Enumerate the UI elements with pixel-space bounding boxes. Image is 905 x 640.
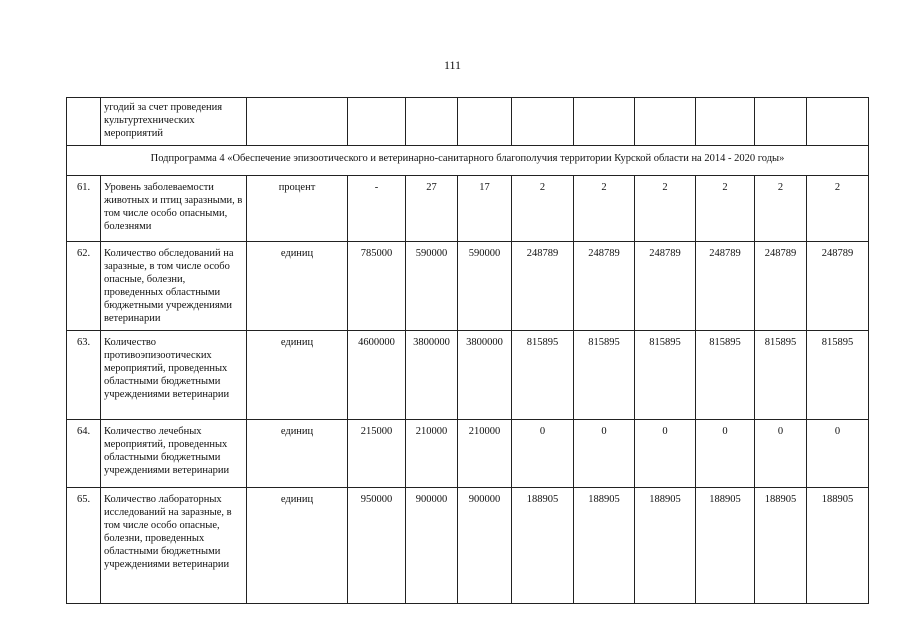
indicator-name-cell: Количество лабораторных исследований на заразные, в том числе особо опасные, болезни, проведенных областными бюджетными учреждениями ветеринарии xyxy=(101,488,247,604)
unit-cell: единиц xyxy=(247,420,348,488)
subprogram-title: Подпрограмма 4 «Обеспечение эпизоотического и ветеринарно-санитарного благополучия территории Курской области на 2014 - 2020 годы» xyxy=(67,146,869,176)
value-cell: 2 xyxy=(696,176,755,242)
value-cell xyxy=(755,98,807,146)
indicator-name-cell: Количество обследований на заразные, в том числе особо опасные, болезни, проведенных областными бюджетными учреждениями ветеринарии xyxy=(101,242,247,331)
value-cell: 785000 xyxy=(348,242,406,331)
value-cell: 188905 xyxy=(635,488,696,604)
value-cell: 27 xyxy=(406,176,458,242)
value-cell: 210000 xyxy=(406,420,458,488)
value-cell: 17 xyxy=(458,176,512,242)
value-cell: 248789 xyxy=(512,242,574,331)
value-cell: 0 xyxy=(635,420,696,488)
value-cell: 815895 xyxy=(512,331,574,420)
value-cell xyxy=(574,98,635,146)
value-cell: 815895 xyxy=(696,331,755,420)
row-number-cell xyxy=(67,98,101,146)
row-number-cell: 61. xyxy=(67,176,101,242)
value-cell: 3800000 xyxy=(406,331,458,420)
unit-cell: процент xyxy=(247,176,348,242)
value-cell: 0 xyxy=(512,420,574,488)
table-row xyxy=(67,331,869,420)
value-cell xyxy=(807,98,869,146)
unit-cell xyxy=(247,98,348,146)
value-cell: 188905 xyxy=(696,488,755,604)
value-cell xyxy=(458,98,512,146)
value-cell: 248789 xyxy=(696,242,755,331)
value-cell: 248789 xyxy=(755,242,807,331)
unit-cell: единиц xyxy=(247,331,348,420)
page-number: 111 xyxy=(443,58,462,72)
value-cell xyxy=(512,98,574,146)
value-cell: 2 xyxy=(755,176,807,242)
value-cell: 815895 xyxy=(807,331,869,420)
table-row xyxy=(67,242,869,331)
value-cell: 2 xyxy=(574,176,635,242)
indicator-name-cell: угодий за счет проведения культуртехнических мероприятий xyxy=(101,98,247,146)
value-cell: 3800000 xyxy=(458,331,512,420)
value-cell: 900000 xyxy=(458,488,512,604)
value-cell xyxy=(635,98,696,146)
value-cell xyxy=(348,98,406,146)
value-cell: 4600000 xyxy=(348,331,406,420)
value-cell: 815895 xyxy=(635,331,696,420)
unit-cell: единиц xyxy=(247,242,348,331)
value-cell: 590000 xyxy=(458,242,512,331)
value-cell: 2 xyxy=(807,176,869,242)
value-cell: 210000 xyxy=(458,420,512,488)
value-cell: 900000 xyxy=(406,488,458,604)
indicator-name-cell: Количество лечебных мероприятий, проведенных областными бюджетными учреждениями ветеринарии xyxy=(101,420,247,488)
value-cell: 188905 xyxy=(807,488,869,604)
table-row xyxy=(67,488,869,604)
value-cell: 2 xyxy=(635,176,696,242)
row-number-cell: 63. xyxy=(67,331,101,420)
indicator-name-cell: Уровень заболеваемости животных и птиц заразными, в том числе особо опасными, болезнями xyxy=(101,176,247,242)
value-cell: 0 xyxy=(574,420,635,488)
value-cell xyxy=(696,98,755,146)
value-cell: 2 xyxy=(512,176,574,242)
value-cell xyxy=(406,98,458,146)
value-cell: 815895 xyxy=(755,331,807,420)
value-cell: 248789 xyxy=(574,242,635,331)
value-cell: 590000 xyxy=(406,242,458,331)
table-row xyxy=(67,176,869,242)
unit-cell: единиц xyxy=(247,488,348,604)
value-cell: 248789 xyxy=(635,242,696,331)
value-cell: 0 xyxy=(807,420,869,488)
value-cell: 815895 xyxy=(574,331,635,420)
value-cell: 188905 xyxy=(755,488,807,604)
table-row xyxy=(67,98,869,146)
value-cell: 0 xyxy=(755,420,807,488)
indicator-name-cell: Количество противоэпизоотических мероприятий, проведенных областными бюджетными учреждениями ветеринарии xyxy=(101,331,247,420)
row-number-cell: 65. xyxy=(67,488,101,604)
value-cell: 188905 xyxy=(512,488,574,604)
indicators-table xyxy=(66,97,869,604)
row-number-cell: 62. xyxy=(67,242,101,331)
value-cell: 0 xyxy=(696,420,755,488)
subprogram-header-row xyxy=(67,146,869,176)
value-cell: 215000 xyxy=(348,420,406,488)
value-cell: 188905 xyxy=(574,488,635,604)
value-cell: 950000 xyxy=(348,488,406,604)
table-row xyxy=(67,420,869,488)
value-cell: 248789 xyxy=(807,242,869,331)
value-cell: - xyxy=(348,176,406,242)
row-number-cell: 64. xyxy=(67,420,101,488)
